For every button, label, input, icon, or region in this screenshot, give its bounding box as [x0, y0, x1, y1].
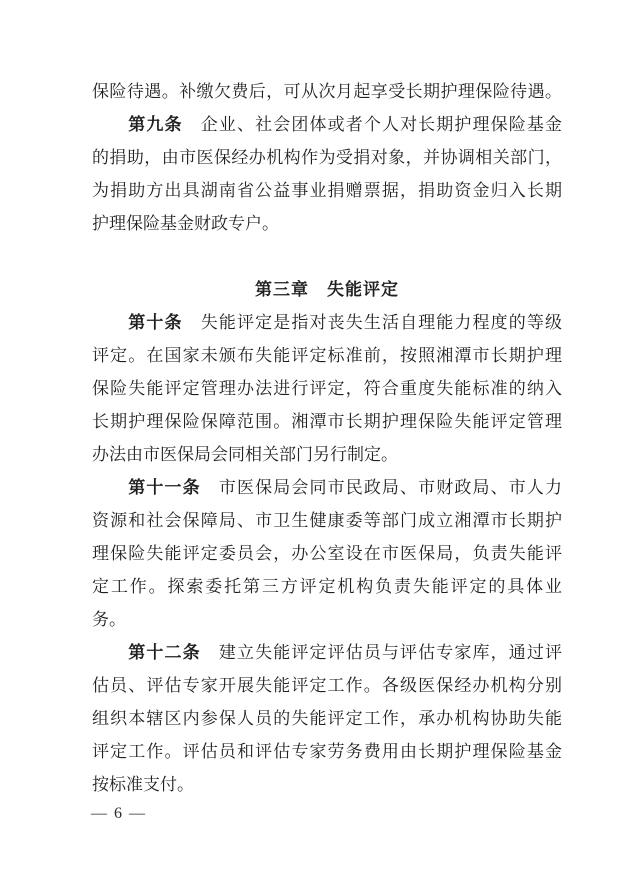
text-line [92, 702, 562, 735]
text-segment: 长期护理保险保障范围。湘潭市长期护理保险失能评定管理 [92, 412, 562, 431]
article-label: 第九条 [128, 115, 183, 134]
text-segment [92, 115, 128, 134]
text-line [92, 108, 562, 141]
text-segment: 按标准支付。 [92, 775, 194, 794]
text-segment: 定工作。探索委托第三方评定机构负责失能评定的具体业 [92, 577, 562, 596]
text-line [92, 735, 562, 768]
article-10 [92, 306, 562, 471]
article-label: 第十二条 [128, 643, 201, 662]
document-body [92, 75, 562, 801]
page-number: — 6 — [91, 805, 147, 822]
article-12 [92, 636, 562, 801]
text-segment: 失能评定是指对丧失生活自理能力程度的等级 [182, 313, 563, 332]
article-11 [92, 471, 562, 636]
text-segment: 保险失能评定管理办法进行评定，符合重度失能标准的纳入 [92, 379, 562, 398]
text-line [92, 405, 562, 438]
text-segment: 办法由市医保局会同相关部门另行制定。 [92, 445, 398, 464]
text-segment: 评定。在国家未颁布失能评定标准前，按照湘潭市长期护理 [92, 346, 562, 365]
text-segment [92, 643, 128, 662]
text-line [92, 603, 562, 636]
text-segment: 评定工作。评估员和评估专家劳务费用由长期护理保险基金 [92, 742, 562, 761]
text-line [92, 207, 562, 240]
text-segment [92, 478, 128, 497]
chapter-3-heading [92, 273, 562, 306]
text-segment: 理保险失能评定委员会，办公室设在市医保局，负责失能评 [92, 544, 562, 563]
article-label: 第三章 失能评定 [255, 280, 399, 299]
article-9 [92, 108, 562, 240]
text-segment: 市医保局会同市民政局、市财政局、市人力 [200, 478, 563, 497]
text-segment: 建立失能评定评估员与评估专家库，通过评 [200, 643, 563, 662]
article-label: 第十条 [128, 313, 183, 332]
text-segment: 保险待遇。补缴欠费后，可从次月起享受长期护理保险待遇。 [92, 82, 562, 101]
text-line [92, 306, 562, 339]
text-line [92, 141, 562, 174]
text-line [92, 768, 562, 801]
text-segment: 为捐助方出具湖南省公益事业捐赠票据，捐助资金归入长期 [92, 181, 562, 200]
text-line [92, 471, 562, 504]
text-segment [92, 313, 128, 332]
text-line [92, 669, 562, 702]
text-line [92, 504, 562, 537]
text-line [92, 636, 562, 669]
text-segment: 务。 [92, 610, 126, 629]
text-line [92, 273, 562, 306]
text-segment: 资源和社会保障局、市卫生健康委等部门成立湘潭市长期护 [92, 511, 562, 530]
text-line [92, 438, 562, 471]
article-label: 第十一条 [128, 478, 201, 497]
text-segment: 的捐助，由市医保经办机构作为受捐对象，并协调相关部门， [92, 148, 562, 167]
text-line [92, 537, 562, 570]
text-segment: 企业、社会团体或者个人对长期护理保险基金 [182, 115, 563, 134]
text-line [92, 372, 562, 405]
text-line [92, 339, 562, 372]
text-line [92, 75, 562, 108]
text-line [92, 174, 562, 207]
text-segment: 组织本辖区内参保人员的失能评定工作，承办机构协助失能 [92, 709, 562, 728]
text-line [92, 570, 562, 603]
text-segment: 护理保险基金财政专户。 [92, 214, 279, 233]
text-segment: 估员、评估专家开展失能评定工作。各级医保经办机构分别 [92, 676, 562, 695]
paragraph-continued [92, 75, 562, 108]
